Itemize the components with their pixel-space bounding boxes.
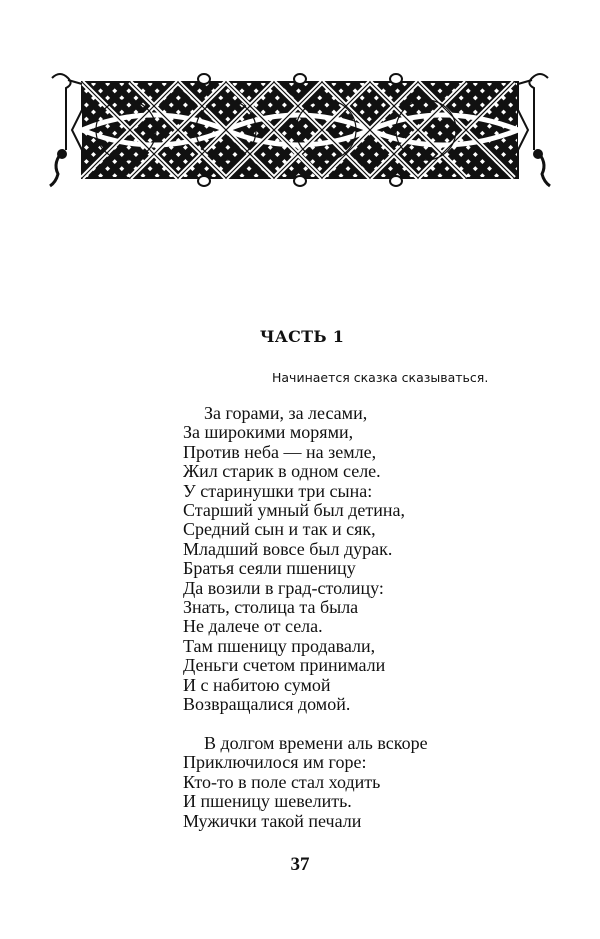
poem-line: И с набитою сумой [183,674,331,695]
poem-line: Возвращалися домой. [183,694,351,715]
poem-line: Средний сын и так и сяк, [183,519,376,540]
poem-line: За горами, за лесами, [204,403,368,423]
poem-line: За широкими морями, [183,422,354,443]
poem-line: Старший умный был детина, [183,500,405,521]
poem-line: Там пшеницу продавали, [183,635,376,656]
page-number: 37 [290,854,310,875]
poem-line: Знать, столица та была [183,597,359,618]
poem-line: У старинушки три сына: [183,480,373,501]
poem-line: Младший вовсе был дурак. [183,538,393,559]
left-tassel-icon [50,74,71,186]
poem-line: В долгом времени аль вскоре [204,732,428,753]
chapter-title: ЧАСТЬ 1 [259,327,345,346]
right-tassel-icon [529,74,550,186]
poem-body [183,404,428,850]
poem-line: Приключилося им горе: [183,752,367,773]
poem-line: Братья сеяли пшеницу [183,558,356,579]
poem-line: И пшеницу шевелить. [183,791,352,812]
poem-line: Деньги счетом принимали [183,655,386,676]
poem-line: Не далече от села. [183,616,323,637]
stanza-1 [183,404,428,715]
stanza-2 [183,734,428,831]
poem-line: Да возили в град-столицу: [183,577,384,598]
poem-line: Жил старик в одном селе. [183,461,381,482]
poem-line: Против неба — на земле, [183,441,377,462]
poem-line: Мужички такой печали [183,810,362,831]
chapter-epigraph: Начинается сказка сказываться. [272,370,489,385]
poem-line: Кто-то в поле стал ходить [183,771,381,792]
celtic-knot-ornament-icon [44,70,556,190]
